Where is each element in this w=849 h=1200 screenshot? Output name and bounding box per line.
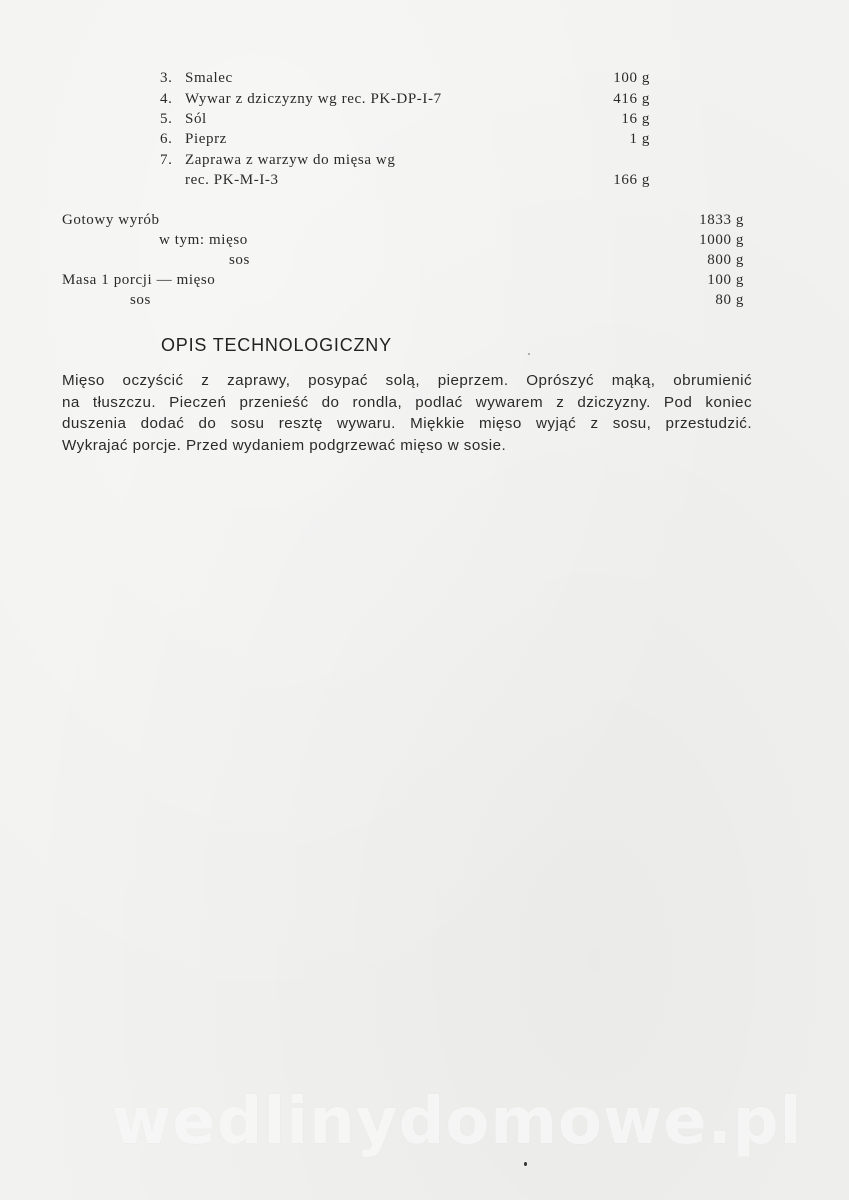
ingredient-number: 7. xyxy=(160,152,173,168)
description-line: Wykrajać porcje. Przed wydaniem podgrzewać mięso w sosie. xyxy=(62,436,507,454)
technological-description xyxy=(62,370,752,456)
ingredient-row xyxy=(160,109,650,129)
scan-speck xyxy=(524,1162,527,1166)
summary-label: sos xyxy=(229,252,250,268)
section-heading: OPIS TECHNOLOGICZNY xyxy=(161,335,392,355)
ingredient-number: 4. xyxy=(160,91,173,107)
ingredient-quantity: 416 g xyxy=(613,91,650,107)
summary-label: Gotowy wyrób xyxy=(62,212,160,228)
ingredient-name: Smalec xyxy=(185,70,233,86)
description-line: na tłuszczu. Pieczeń przenieść do rondla, podlać wywarem z dziczyzny. Pod koniec xyxy=(62,393,752,411)
ingredient-number: 6. xyxy=(160,131,173,147)
summary-quantity: 100 g xyxy=(707,272,744,288)
ingredient-row xyxy=(160,89,650,109)
ingredient-name: Pieprz xyxy=(185,131,227,147)
ingredient-quantity: 166 g xyxy=(613,172,650,188)
ingredient-name: Zaprawa z warzyw do mięsa wg xyxy=(185,152,396,168)
summary-label: sos xyxy=(130,292,151,308)
summary-row-meat xyxy=(62,230,744,250)
ingredient-quantity: 16 g xyxy=(621,111,650,127)
summary-quantity: 1000 g xyxy=(699,232,744,248)
ingredient-row-continuation xyxy=(160,170,650,190)
ingredient-number: 5. xyxy=(160,111,173,127)
ingredient-number: 3. xyxy=(160,70,173,86)
summary-quantity: 80 g xyxy=(715,292,744,308)
ingredient-name: Sól xyxy=(185,111,207,127)
ingredient-quantity: 1 g xyxy=(629,131,650,147)
summary-row-sauce xyxy=(62,250,744,270)
summary-row-finished-product xyxy=(62,210,744,230)
summary-quantity: 800 g xyxy=(707,252,744,268)
ingredient-row xyxy=(160,68,650,88)
ingredient-name: Wywar z dziczyzny wg rec. PK-DP-I-7 xyxy=(185,91,442,107)
summary-label: Masa 1 porcji — mięso xyxy=(62,272,216,288)
description-line: Mięso oczyścić z zaprawy, posypać solą, pieprzem. Oprószyć mąką, obrumienić xyxy=(62,372,752,389)
summary-row-portion-sauce xyxy=(62,290,744,310)
ingredient-quantity: 100 g xyxy=(613,70,650,86)
summary-row-portion-meat xyxy=(62,270,744,290)
summary-label: w tym: mięso xyxy=(159,232,248,248)
ingredient-name-continuation: rec. PK-M-I-3 xyxy=(185,172,279,188)
summary-quantity: 1833 g xyxy=(699,212,744,228)
description-line: duszenia dodać do sosu resztę wywaru. Miękkie mięso wyjąć z sosu, przestudzić. xyxy=(62,415,752,432)
scan-speck xyxy=(528,353,530,355)
ingredient-row xyxy=(160,150,650,170)
ingredient-row xyxy=(160,129,650,149)
watermark: wedlinydomowe.pl xyxy=(112,1085,803,1159)
